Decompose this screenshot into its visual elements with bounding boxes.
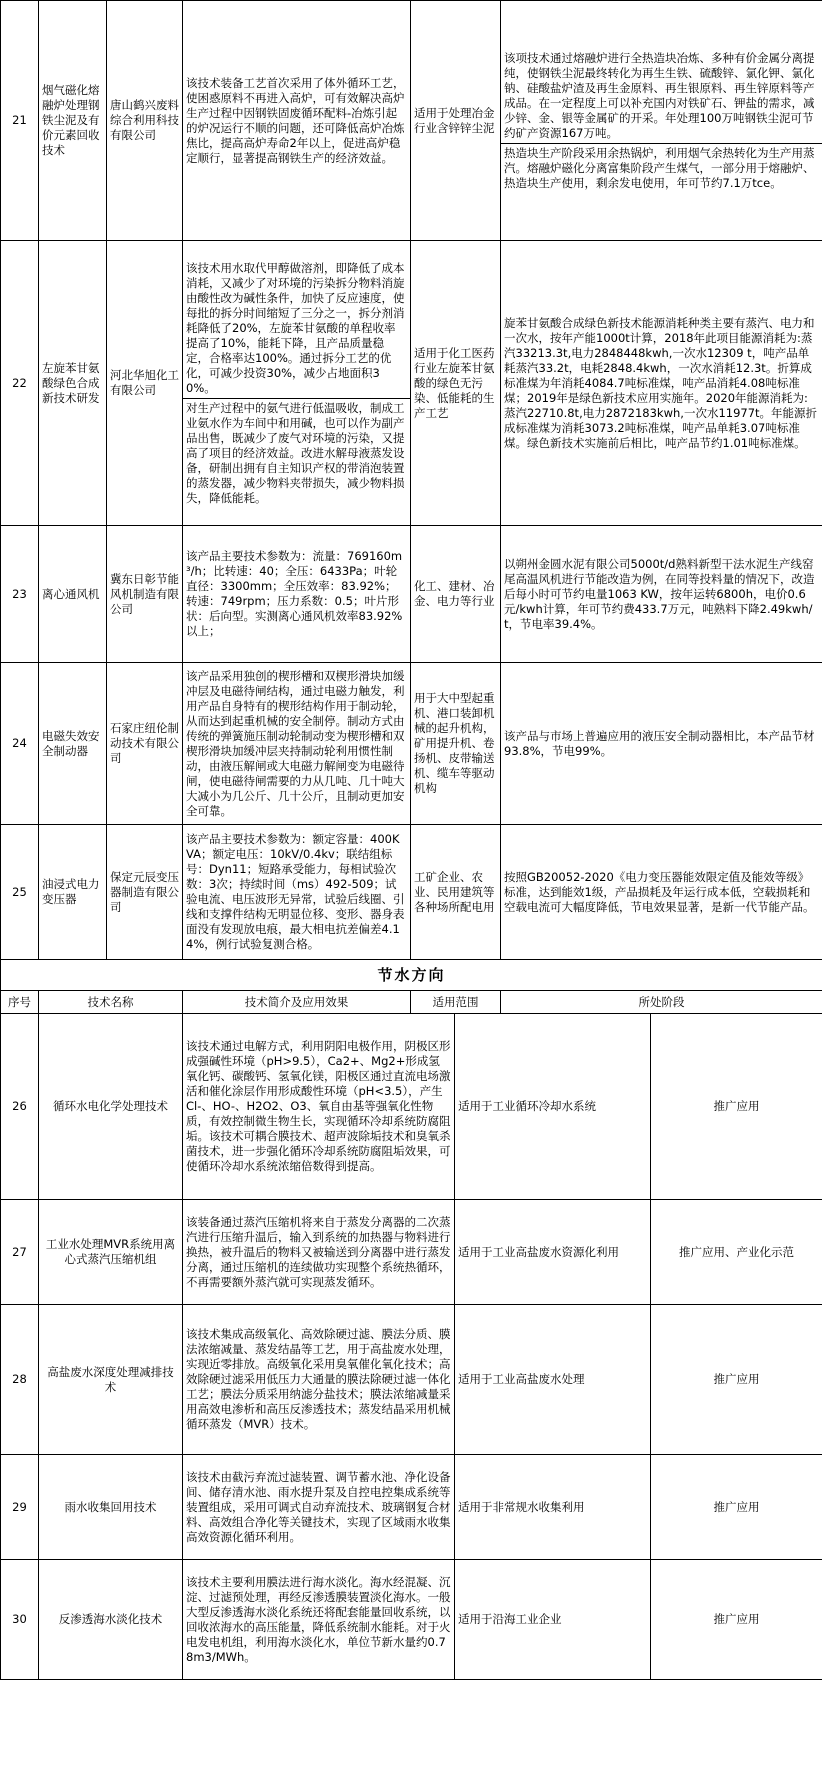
table-row xyxy=(1,825,822,960)
application-scope: 工矿企业、农业、民用建筑等各种场所配电用 xyxy=(411,825,501,960)
row-number: 26 xyxy=(1,1014,39,1200)
technology-intro: 该装备通过蒸汽压缩机将来自于蒸发分离器的二次蒸汽进行压缩升温后，输入到系统的加热器与物料进行换热，被升温后的物料又被输送到分离器中进行蒸发分离，通过压缩机的连续做功实现整个系统热循环，不再需要额外蒸汽就可实现蒸发循环。 xyxy=(183,1200,455,1305)
table-row xyxy=(1,1455,822,1560)
water-saving-table xyxy=(0,1013,822,1680)
development-stage: 推广应用 xyxy=(651,1305,822,1455)
table-row xyxy=(1,1,822,241)
technology-intro: 该技术装备工艺首次采用了体外循环工艺，使困惑原料不再进入高炉，可有效解决高炉生产过程中因钢铁固废循环配料-冶炼引起的炉况运行不顺的问题，还可降低高炉冶炼焦比，提高高炉寿命2年以上，促进高炉稳定顺行，显著提高钢铁生产的经济效益。 xyxy=(183,1,411,241)
row-number: 30 xyxy=(1,1560,39,1680)
application-scope: 适用于处理冶金行业含锌锌尘泥 xyxy=(411,1,501,241)
development-stage: 推广应用 xyxy=(651,1455,822,1560)
row-number: 21 xyxy=(1,1,39,241)
technology-intro: 该技术集成高级氧化、高效除硬过滤、膜法分质、膜法浓缩减量、蒸发结晶等工艺，用于高盐废水处理，实现近零排放。高级氧化采用臭氧催化氧化技术；高效除硬过滤采用低压力大通量的膜法除硬过滤一体化工艺；膜法分质采用纳滤分盐技术；膜法浓缩减量采用高效电渗析和高压反渗透技术；蒸发结晶采用机械循环蒸发（MVR）技术。 xyxy=(183,1305,455,1455)
energy-saving-effect: 以朔州金圆水泥有限公司5000t/d熟料新型干法水泥生产线窑尾高温风机进行节能改造为例，在同等投料量的情况下，改造后每小时可节约电量1063 KW，按年运转6800h，电价0.6元/kwh计算，年可节约费433.7万元，吨熟料下降2.49kwh/t，节电率39.4%。 xyxy=(501,526,822,663)
header-number: 序号 xyxy=(1,991,39,1014)
technology-name: 高盐废水深度处理减排技术 xyxy=(39,1305,183,1455)
application-scope: 适用于化工医药行业左旋苯甘氨酸的绿色无污染、低能耗的生产工艺 xyxy=(411,241,501,526)
header-intro: 技术简介及应用效果 xyxy=(183,991,411,1014)
technology-name: 反渗透海水淡化技术 xyxy=(39,1560,183,1680)
technology-name: 工业水处理MVR系统用离心式蒸汽压缩机组 xyxy=(39,1200,183,1305)
organization: 唐山鹤兴废料综合利用科技有限公司 xyxy=(107,1,183,241)
organization: 石家庄纽伦制动技术有限公司 xyxy=(107,663,183,825)
effect-text: 该项技术通过熔融炉进行全热造块冶炼、多种有价金属分离提纯，使钢铁尘泥最终转化为再生生铁、硫酸锌、氯化钾、氯化钠、硅酸盐炉渣及再生金原料、再生银原料、再生锌原料等产成品。在一定程度上可以补充国内对铁矿石、钾盐的需求，减少锌、金、银等金属矿的开采。年处理100万吨钢铁尘泥可节约矿产资源167万吨。 xyxy=(504,50,815,140)
application-scope: 适用于沿海工业企业 xyxy=(455,1560,651,1680)
technology-name: 烟气磁化熔融炉处理钢铁尘泥及有价元素回收技术 xyxy=(39,1,107,241)
intro-text: 对生产过程中的氨气进行低温吸收，制成工业氨水作为车间中和用碱，也可以作为副产品出售，既减少了废气对环境的污染，又提高了项目的经济效益。改进水解母液蒸发设备，研制出拥有自主知识产权的带消泡装置的蒸发器，减少物料夹带损失，减少物料损失，降低能耗。 xyxy=(183,398,410,508)
table-row xyxy=(1,526,822,663)
energy-saving-effect: 该产品与市场上普遍应用的液压安全制动器相比，本产品节材93.8%，节电99%。 xyxy=(501,663,822,825)
application-scope: 适用于工业循环冷却水系统 xyxy=(455,1014,651,1200)
technology-name: 循环水电化学处理技术 xyxy=(39,1014,183,1200)
header-name: 技术名称 xyxy=(39,991,183,1014)
technology-name: 离心通风机 xyxy=(39,526,107,663)
technology-name: 电磁失效安全制动器 xyxy=(39,663,107,825)
row-number: 23 xyxy=(1,526,39,663)
technology-name: 雨水收集回用技术 xyxy=(39,1455,183,1560)
development-stage: 推广应用 xyxy=(651,1560,822,1680)
section-title: 节水方向 xyxy=(1,960,822,991)
technology-intro xyxy=(183,241,411,526)
application-scope: 用于大中型起重机、港口装卸机械的起升机构，矿用提升机、卷扬机、皮带输送机、缆车等驱动机构 xyxy=(411,663,501,825)
technology-intro: 该技术由截污弃流过滤装置、调节蓄水池、净化设备间、储存清水池、雨水提升泵及自控电控集成系统等装置组成，采用可调式自动弃流技术、玻璃钢复合材料、高效组合净化等关键技术，实现了区域雨水收集高效资源化循环利用。 xyxy=(183,1455,455,1560)
row-number: 29 xyxy=(1,1455,39,1560)
technology-intro: 该技术主要利用膜法进行海水淡化。海水经混凝、沉淀、过滤预处理，再经反渗透膜装置淡化海水。一般大型反渗透海水淡化系统还将配套能量回收系统，以回收浓海水的高压能量，降低系统制水能耗。对于火电发电机组，利用海水淡化水，单位节新水量约0.78m3/MWh。 xyxy=(183,1560,455,1680)
energy-saving-effect xyxy=(501,1,822,241)
technology-name: 油浸式电力变压器 xyxy=(39,825,107,960)
application-scope: 适用于非常规水收集利用 xyxy=(455,1455,651,1560)
table-row xyxy=(1,1305,822,1455)
table-row xyxy=(1,1560,822,1680)
row-number: 25 xyxy=(1,825,39,960)
application-scope: 适用于工业高盐废水资源化利用 xyxy=(455,1200,651,1305)
technology-intro: 该产品采用独创的楔形槽和双楔形滑块加缓冲层及电磁待闸结构，通过电磁力触发，利用产品自身特有的楔形结构作用于制动轮，从而达到起重机械的安全制停。制动方式由传统的弹簧施压制动轮制动变为楔形槽和双楔形滑块加缓冲层夹持制动轮利用惯性制动，由液压解闸或大电磁力解闸变为电磁待闸，使电磁待闸需要的力从几吨、几十吨大大减小为几公斤、几十公斤，且制动更加安全可靠。 xyxy=(183,663,411,825)
row-number: 27 xyxy=(1,1200,39,1305)
table-row xyxy=(1,663,822,825)
intro-text: 该技术用水取代甲醇做溶剂，即降低了成本消耗，又减少了对环境的污染拆分物料消旋由酸性改为碱性条件，加快了反应速度，使每批的拆分时间缩短了三分之一，拆分剂消耗降低了20%，左旋苯甘氨酸的单程收率提高了10%，能耗下降，且产品质量稳定，合格率达100%。通过拆分工艺的优化，可减少投资30%，减少占地面积30%。 xyxy=(186,260,405,395)
technology-name: 左旋苯甘氨酸绿色合成新技术研发 xyxy=(39,241,107,526)
technology-intro: 该产品主要技术参数为：流量：769160m³/h；比转速：40；全压：6433Pa；叶轮直径：3300mm；全压效率：83.92%；转速：749rpm；压力系数：0.5；叶片形状：后向型。实测离心通风机效率83.92%以上； xyxy=(183,526,411,663)
row-number: 24 xyxy=(1,663,39,825)
organization: 冀东日彰节能风机制造有限公司 xyxy=(107,526,183,663)
effect-text: 热造块生产阶段采用余热锅炉，利用烟气余热转化为生产用蒸汽。熔融炉磁化分离富集阶段产生煤气，一部分用于熔融炉、热造块生产使用，剩余发电使用，年可节约7.1万tce。 xyxy=(501,143,822,193)
energy-saving-effect: 按照GB20052-2020《电力变压器能效限定值及能效等级》标准，达到能效1级，产品损耗及年运行成本低，空载损耗和空载电流可大幅度降低，节电效果显著，是新一代节能产品。 xyxy=(501,825,822,960)
row-number: 28 xyxy=(1,1305,39,1455)
header-scope: 适用范围 xyxy=(411,991,501,1014)
technology-intro: 该产品主要技术参数为：额定容量：400KVA；额定电压：10kV/0.4kv；联结组标号：Dyn11；短路承受能力，每相试验次数：3次；持续时间（ms）492-509；试验电流、电压波形无异常，试验后线圈、引线和支撑件结构无明显位移、变形、器身表面没有发现放电痕，最大相电抗差偏差4.14%，例行试验复测合格。 xyxy=(183,825,411,960)
energy-saving-effect: 旋苯甘氨酸合成绿色新技术能源消耗种类主要有蒸汽、电力和一次水，按年产能1000t计算，2018年此项目能源消耗为:蒸汽33213.3t,电力2848448kwh,一次水12309 t，吨产品单耗蒸汽33.2t，电耗2848.4kwh，一次水消耗12.3t。折算成标准煤为年消耗4084.7吨标准煤，吨产品消耗4.08吨标准煤；2019年是绿色新技术应用实施年。2020年能源消耗为:蒸汽22710.8t,电力2872183kwh,一次水11977t。年能源折成标准煤为消耗3073.2吨标准煤，吨产品单耗3.07吨标准煤。绿色新技术实施前后相比，吨产品节约1.01吨标准煤。 xyxy=(501,241,822,526)
section-title-row xyxy=(1,960,822,991)
table-header-row xyxy=(1,991,822,1014)
technology-intro: 该技术通过电解方式，利用阴阳电极作用，阴极区形成强碱性环境（pH>9.5），Ca2+、Mg2+形成氢氧化钙、碳酸钙、氢氧化镁，阳极区通过直流电场激活和催化涂层作用形成酸性环境（pH<3.5），产生 Cl-、HO-、H2O2、O3、氧自由基等强氧化性物质，有效控制微生物生长，实现循环冷却系统防腐阻垢。该技术可耦合膜技术、超声波除垢技术和臭氧杀菌技术，进一步强化循环冷却系统防腐阻垢效果，可使循环冷却水系统浓缩倍数得到提高。 xyxy=(183,1014,455,1200)
development-stage: 推广应用、产业化示范 xyxy=(651,1200,822,1305)
row-number: 22 xyxy=(1,241,39,526)
table-row xyxy=(1,1200,822,1305)
table-row xyxy=(1,1014,822,1200)
application-scope: 适用于工业高盐废水处理 xyxy=(455,1305,651,1455)
development-stage: 推广应用 xyxy=(651,1014,822,1200)
table-row xyxy=(1,241,822,526)
organization: 河北华旭化工有限公司 xyxy=(107,241,183,526)
organization: 保定元辰变压器制造有限公司 xyxy=(107,825,183,960)
header-stage: 所处阶段 xyxy=(501,991,822,1014)
application-scope: 化工、建材、冶金、电力等行业 xyxy=(411,526,501,663)
